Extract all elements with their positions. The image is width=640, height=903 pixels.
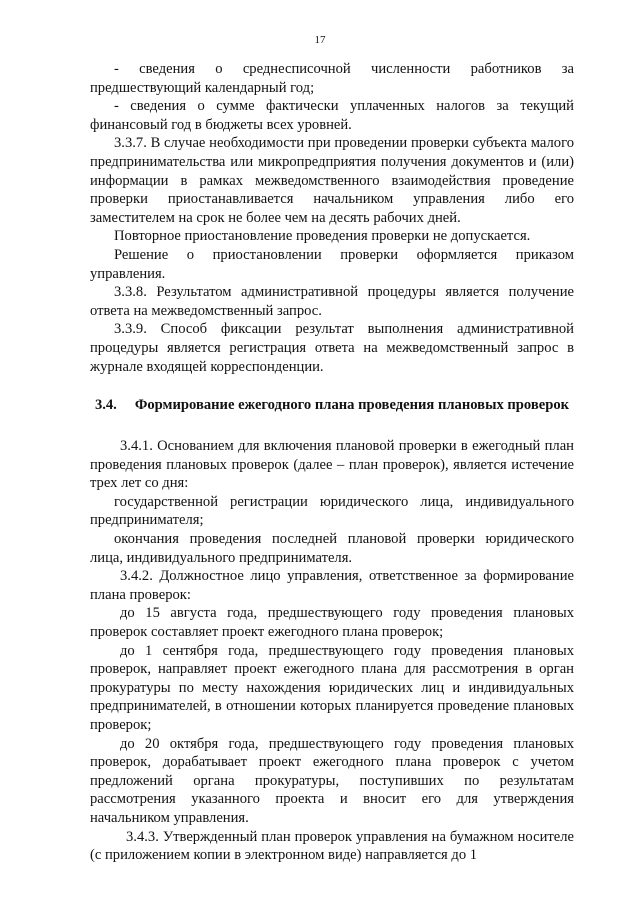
paragraph: до 15 августа года, предшествующего году проведения плановых проверок составляет проект ежегодного плана проверок; [90, 605, 574, 641]
document-body [90, 60, 574, 865]
paragraph: государственной регистрации юридического лица, индивидуального предпринимателя; [90, 493, 574, 529]
paragraph: окончания проведения последней плановой проверки юридического лица, индивидуального предпринимателя. [90, 531, 574, 566]
paragraph: до 1 сентября года, предшествующего году проведения плановых проверок, направляет проект ежегодного плана для рассмотрения в орган прокуратуры по месту нахождения юридических лиц и индивидуальных предпринимателей, в отношении которых планируется проведение плановых проверок; [90, 642, 574, 733]
paragraph: 3.3.8. Результатом административной процедуры является получение ответа на межведомственный запрос. [90, 284, 574, 319]
paragraph: - сведения о сумме фактически уплаченных налогов за текущий финансовый год в бюджеты всех уровней. [90, 98, 574, 133]
section-number: 3.4. [94, 397, 117, 414]
paragraph: Повторное приостановление проведения проверки не допускается. [114, 228, 531, 245]
section-title: Формирование ежегодного плана проведения плановых проверок [134, 397, 570, 414]
section-heading [90, 396, 574, 415]
paragraph: Решение о приостановлении проверки оформляется приказом управления. [90, 246, 574, 282]
paragraph: 3.4.1. Основанием для включения плановой проверки в ежегодный план проведения плановых проверок (далее – план проверок), является истечение трех лет со дня: [90, 438, 574, 492]
page-number: 17 [314, 34, 326, 46]
paragraph: 3.3.7. В случае необходимости при проведении проверки субъекта малого предпринимательства или микропредприятия получения документов и (или) информации в рамках межведомственного взаимодействия проведение проверки приостанавливается начальником управления либо его заместителем на срок не более чем на десять рабочих дней. [90, 135, 574, 226]
paragraph: 3.3.9. Способ фиксации результат выполнения административной процедуры является регистрация ответа на межведомственный запрос в журнале входящей корреспонденции. [90, 321, 574, 375]
paragraph: 3.4.3. Утвержденный план проверок управления на бумажном носителе (с приложением копии в электронном виде) направляется до 1 [90, 828, 574, 864]
paragraph: до 20 октября года, предшествующего году проведения плановых проверок, дорабатывает проект ежегодного плана проверок с учетом предложений органа прокуратуры, поступивших по результатам рассмотрения указанного проекта и вносит его для утверждения начальником управления. [90, 735, 574, 826]
paragraph: - сведения о среднесписочной численности работников за предшествующий календарный год; [90, 61, 574, 96]
paragraph: 3.4.2. Должностное лицо управления, ответственное за формирование плана проверок: [90, 568, 574, 603]
